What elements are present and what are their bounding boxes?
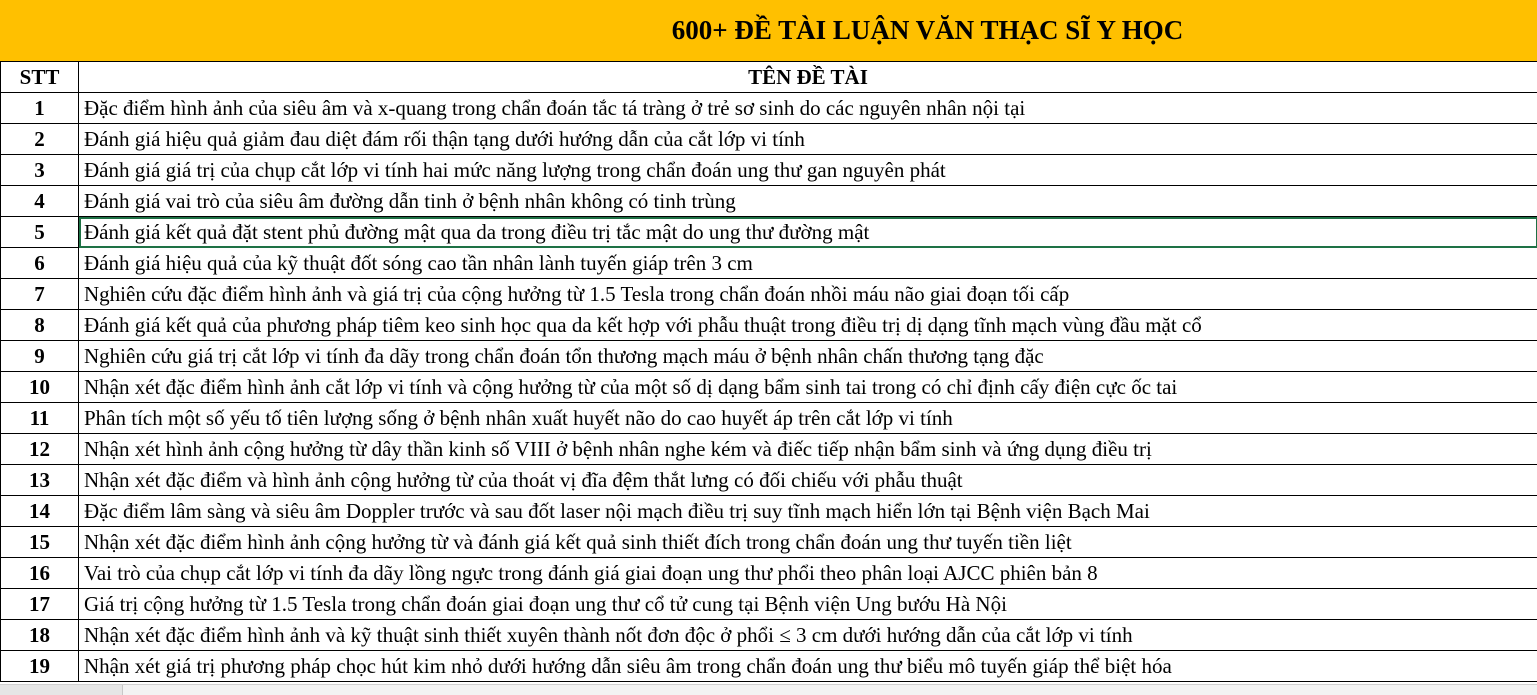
stt-cell[interactable]: 2 xyxy=(1,124,79,155)
table-row xyxy=(1,527,1537,558)
topic-cell[interactable]: Phân tích một số yếu tố tiên lượng sống ở bệnh nhân xuất huyết não do cao huyết áp trên cắt lớp vi tính xyxy=(79,403,1537,434)
stt-cell[interactable]: 11 xyxy=(1,403,79,434)
topic-cell[interactable]: Đánh giá kết quả đặt stent phủ đường mật qua da trong điều trị tắc mật do ung thư đường mật xyxy=(79,217,1537,248)
table-row xyxy=(1,310,1537,341)
stt-cell[interactable]: 3 xyxy=(1,155,79,186)
stt-cell[interactable]: 14 xyxy=(1,496,79,527)
stt-cell[interactable]: 9 xyxy=(1,341,79,372)
stt-cell[interactable]: 10 xyxy=(1,372,79,403)
topic-cell[interactable]: Đánh giá vai trò của siêu âm đường dẫn tinh ở bệnh nhân không có tinh trùng xyxy=(79,186,1537,217)
table-row xyxy=(1,589,1537,620)
topic-cell[interactable]: Đánh giá hiệu quả của kỹ thuật đốt sóng cao tần nhân lành tuyến giáp trên 3 cm xyxy=(79,248,1537,279)
table-row xyxy=(1,465,1537,496)
topic-cell[interactable]: Nhận xét giá trị phương pháp chọc hút kim nhỏ dưới hướng dẫn siêu âm trong chẩn đoán ung thư biểu mô tuyến giáp thể biệt hóa xyxy=(79,651,1537,682)
topic-cell[interactable]: Nghiên cứu đặc điểm hình ảnh và giá trị của cộng hưởng từ 1.5 Tesla trong chẩn đoán nhồi máu não giai đoạn tối cấp xyxy=(79,279,1537,310)
topic-cell[interactable]: Đánh giá kết quả của phương pháp tiêm keo sinh học qua da kết hợp với phẫu thuật trong điều trị dị dạng tĩnh mạch vùng đầu mặt cổ xyxy=(79,310,1537,341)
stt-cell[interactable]: 5 xyxy=(1,217,79,248)
stt-cell[interactable]: 7 xyxy=(1,279,79,310)
header-topic-name[interactable]: TÊN ĐỀ TÀI xyxy=(79,62,1537,93)
stt-cell[interactable]: 15 xyxy=(1,527,79,558)
topic-cell[interactable]: Đánh giá giá trị của chụp cắt lớp vi tính hai mức năng lượng trong chẩn đoán ung thư gan nguyên phát xyxy=(79,155,1537,186)
stt-cell[interactable]: 13 xyxy=(1,465,79,496)
topic-cell[interactable]: Nhận xét đặc điểm hình ảnh và kỹ thuật sinh thiết xuyên thành nốt đơn độc ở phổi ≤ 3 cm dưới hướng dẫn của cắt lớp vi tính xyxy=(79,620,1537,651)
topic-cell[interactable]: Nhận xét hình ảnh cộng hưởng từ dây thần kinh số VIII ở bệnh nhân nghe kém và điếc tiếp nhận bẩm sinh và ứng dụng điều trị xyxy=(79,434,1537,465)
stt-cell[interactable]: 17 xyxy=(1,589,79,620)
topic-cell[interactable]: Nhận xét đặc điểm hình ảnh cắt lớp vi tính và cộng hưởng từ của một số dị dạng bẩm sinh tai trong có chỉ định cấy điện cực ốc tai xyxy=(79,372,1537,403)
table-row xyxy=(1,248,1537,279)
topic-cell[interactable]: Nghiên cứu giá trị cắt lớp vi tính đa dãy trong chẩn đoán tổn thương mạch máu ở bệnh nhân chấn thương tạng đặc xyxy=(79,341,1537,372)
topic-cell[interactable]: Đặc điểm hình ảnh của siêu âm và x-quang trong chẩn đoán tắc tá tràng ở trẻ sơ sinh do các nguyên nhân nội tại xyxy=(79,93,1537,124)
stt-cell[interactable]: 8 xyxy=(1,310,79,341)
table-row xyxy=(1,496,1537,527)
header-row xyxy=(1,62,1537,93)
table-row xyxy=(1,403,1537,434)
table-row xyxy=(1,279,1537,310)
topic-cell[interactable]: Giá trị cộng hưởng từ 1.5 Tesla trong chẩn đoán giai đoạn ung thư cổ tử cung tại Bệnh viện Ung bướu Hà Nội xyxy=(79,589,1537,620)
stt-cell[interactable]: 6 xyxy=(1,248,79,279)
table-row xyxy=(1,186,1537,217)
stt-cell[interactable]: 19 xyxy=(1,651,79,682)
stt-cell[interactable]: 4 xyxy=(1,186,79,217)
title-banner[interactable] xyxy=(0,0,1537,61)
sheet-tab-bar xyxy=(0,684,1537,695)
table-row xyxy=(1,93,1537,124)
stt-cell[interactable]: 16 xyxy=(1,558,79,589)
stt-cell[interactable]: 12 xyxy=(1,434,79,465)
table-row xyxy=(1,124,1537,155)
stt-cell[interactable]: 1 xyxy=(1,93,79,124)
stt-cell[interactable]: 18 xyxy=(1,620,79,651)
table-row xyxy=(1,217,1537,248)
table-row xyxy=(1,620,1537,651)
table-row xyxy=(1,651,1537,682)
header-stt[interactable]: STT xyxy=(1,62,79,93)
table-row xyxy=(1,558,1537,589)
topics-table xyxy=(0,61,1537,682)
topic-cell[interactable]: Đặc điểm lâm sàng và siêu âm Doppler trước và sau đốt laser nội mạch điều trị suy tĩnh mạch hiển lớn tại Bệnh viện Bạch Mai xyxy=(79,496,1537,527)
table-row xyxy=(1,341,1537,372)
table-row xyxy=(1,155,1537,186)
topic-cell[interactable]: Vai trò của chụp cắt lớp vi tính đa dãy lồng ngực trong đánh giá giai đoạn ung thư phổi theo phân loại AJCC phiên bản 8 xyxy=(79,558,1537,589)
topic-cell[interactable]: Nhận xét đặc điểm hình ảnh cộng hưởng từ và đánh giá kết quả sinh thiết đích trong chẩn đoán ung thư tuyến tiền liệt xyxy=(79,527,1537,558)
table-row xyxy=(1,372,1537,403)
sheet-title: 600+ ĐỀ TÀI LUẬN VĂN THẠC SĨ Y HỌC xyxy=(0,0,1537,61)
table-row xyxy=(1,434,1537,465)
topic-cell[interactable]: Đánh giá hiệu quả giảm đau diệt đám rối thận tạng dưới hướng dẫn của cắt lớp vi tính xyxy=(79,124,1537,155)
topic-cell[interactable]: Nhận xét đặc điểm và hình ảnh cộng hưởng từ của thoát vị đĩa đệm thắt lưng có đối chiếu với phẫu thuật xyxy=(79,465,1537,496)
